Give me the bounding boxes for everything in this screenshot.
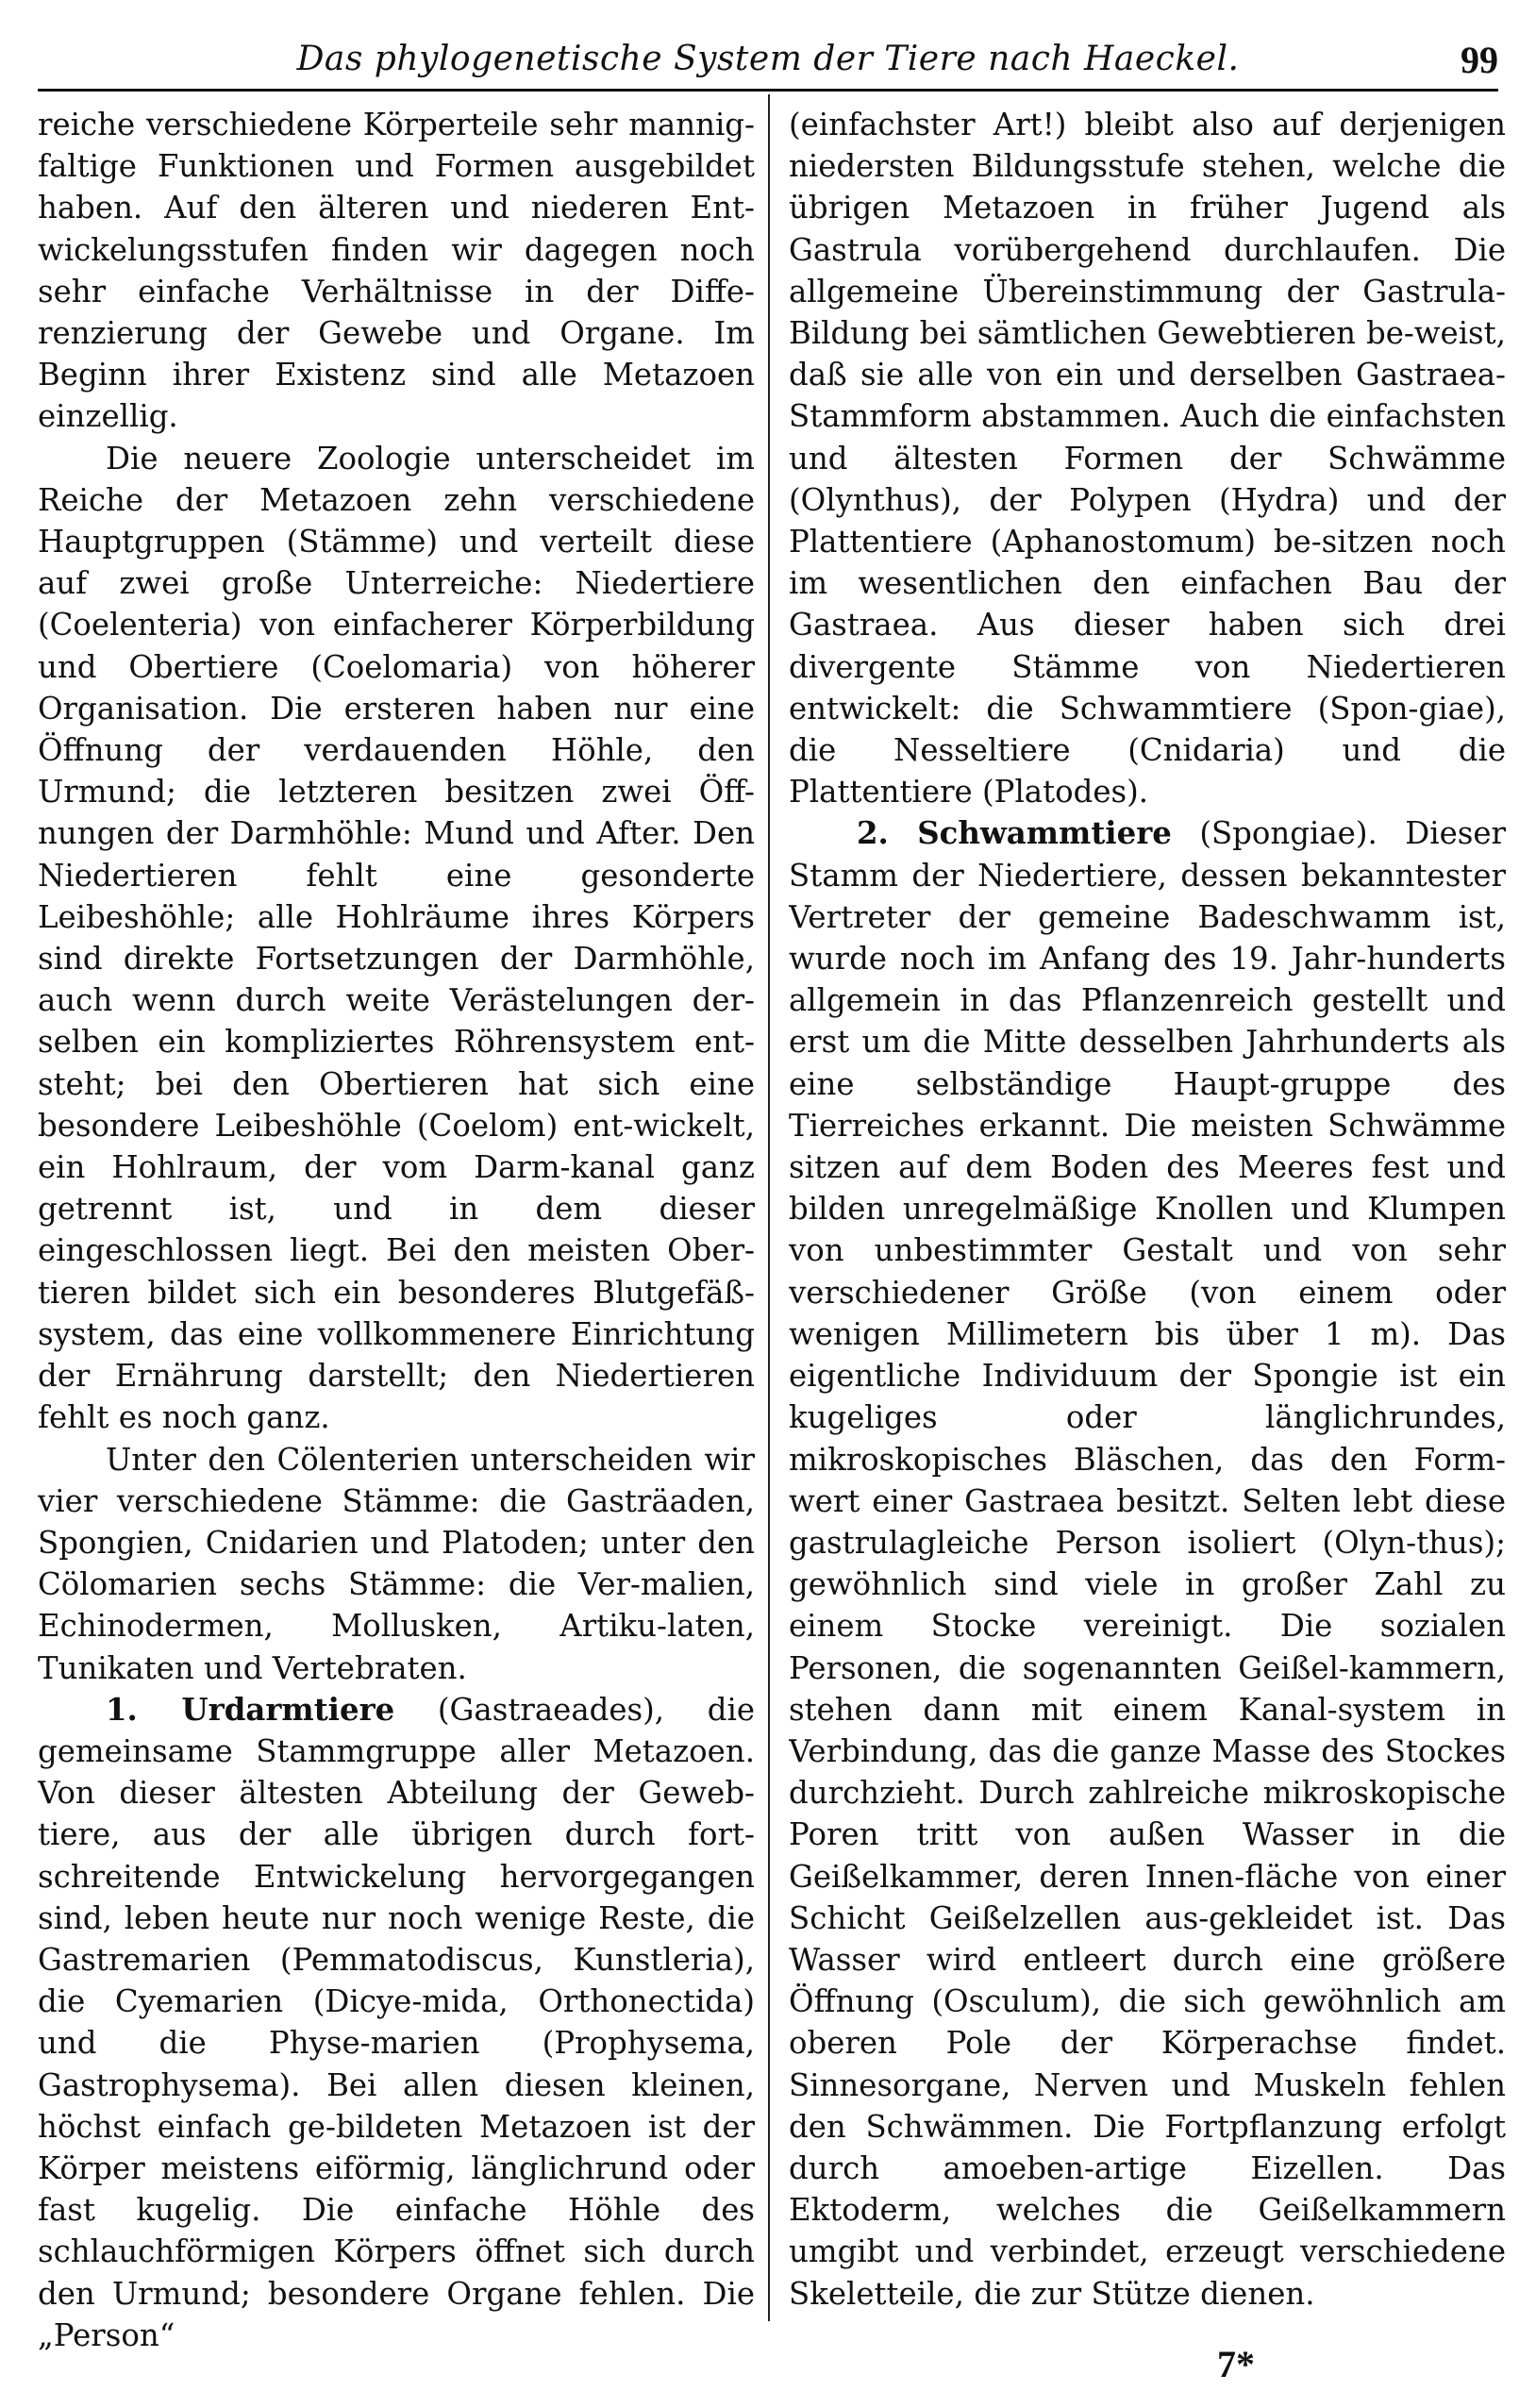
left-column: [38, 104, 755, 2368]
paragraph: reiche verschiedene Körperteile sehr mannig-faltige Funktionen und Formen ausgebildet haben. Auf den älteren und niederen Ent-wickelungsstufen finden wir dagegen noch sehr einfache Verhältnisse in der Diffe-renzierung der Gewebe und Organe. Im Beginn ihrer Existenz sind alle Metazoen einzellig.: [38, 107, 755, 435]
running-title: Das phylogenetische System der Tiere nach Haeckel.: [296, 40, 1240, 78]
paragraph: Die neuere Zoologie unterscheidet im Reiche der Metazoen zehn verschiedene Hauptgruppen (Stämme) und verteilt diese auf zwei große Unterreiche: Niedertiere (Coelenteria) von einfacherer Körperbildung und Obertiere (Coelomaria) von höherer Organisation. Die ersteren haben nur eine Öffnung der verdauenden Höhle, den Urmund; die letzteren besitzen zwei Öff-nungen der Darmhöhle: Mund und After. Den Niedertieren fehlt eine gesonderte Leibeshöhle; alle Hohlräume ihres Körpers sind direkte Fortsetzungen der Darmhöhle, auch wenn durch weite Verästelungen der-selben ein kompliziertes Röhrensystem ent-steht; bei den Obertieren hat sich eine besondere Leibeshöhle (Coelom) ent-wickelt, ein Hohlraum, der vom Darm-kanal ganz getrennt ist, und in dem dieser eingeschlossen liegt. Bei den meisten Ober-tieren bildet sich ein besonderes Blutgefäß-system, das eine vollkommenere Einrichtung der Ernährung darstellt; den Niedertieren fehlt es noch ganz.: [38, 440, 755, 1436]
paragraph: (einfachster Art!) bleibt also auf derjenigen niedersten Bildungsstufe stehen, welche die übrigen Metazoen in früher Jugend als Gastrula vorübergehend durchlaufen. Die allgemeine Übereinstimmung der Gastrula-Bildung bei sämtlichen Gewebtieren be-weist, daß sie alle von ein und derselben Gastraea-Stammform abstammen. Auch die einfachsten und ältesten Formen der Schwämme (Olynthus), der Polypen (Hydra) und der Plattentiere (Aphanostomum) be-sitzen noch im wesentlichen den einfachen Bau der Gastraea. Aus dieser haben sich drei divergente Stämme von Niedertieren entwickelt: die Schwammtiere (Spon-giae), die Nesseltiere (Cnidaria) und die Plattentiere (Platodes).: [789, 107, 1506, 811]
section-heading: 1. Urdarmtiere: [106, 1691, 395, 1728]
section-text: (Gastraeades), die gemeinsame Stammgruppe aller Metazoen. Von dieser ältesten Abteilung der Geweb-tiere, aus der alle übrigen durch fort-schreitende Entwickelung hervorgegangen sind, leben heute nur noch wenige Reste, die Gastremarien (Pemmatodiscus, Kunstleria), die Cyemarien (Dicye-mida, Orthonectida) und die Physe-marien (Prophysema, Gastrophysema). Bei allen diesen kleinen, höchst einfach ge-bildeten Metazoen ist der Körper meistens eiförmig, länglichrund oder fast kugelig. Die einfache Höhle des schlauchförmigen Körpers öffnet sich durch den Urmund; besondere Organe fehlen. Die „Person“: [38, 1691, 755, 2353]
right-column: [789, 104, 1506, 2368]
section-heading: 2. Schwammtiere: [857, 815, 1172, 852]
running-header: [38, 36, 1498, 92]
paragraph: Unter den Cölenterien unterscheiden wir vier verschiedene Stämme: die Gasträaden, Spongien, Cnidarien und Platoden; unter den Cölomarien sechs Stämme: die Ver-malien, Echinodermen, Mollusken, Artiku-laten, Tunikaten und Vertebraten.: [38, 1441, 755, 1686]
section-paragraph: [789, 812, 1506, 2314]
section-text: (Spongiae). Dieser Stamm der Niedertiere, dessen bekanntester Vertreter der gemeine Badeschwamm ist, wurde noch im Anfang des 19. Jahr-hunderts allgemein in das Pflanzenreich gestellt und erst um die Mitte desselben Jahrhunderts als eine selbständige Haupt-gruppe des Tierreiches erkannt. Die meisten Schwämme sitzen auf dem Boden des Meeres fest und bilden unregelmäßige Knollen und Klumpen von unbestimmter Gestalt und von sehr verschiedener Größe (von einem oder wenigen Millimetern bis über 1 m). Das eigentliche Individuum der Spongie ist ein kugeliges oder länglichrundes, mikroskopisches Bläschen, das den Form-wert einer Gastraea besitzt. Selten lebt diese gastrulagleiche Person isoliert (Olyn-thus); gewöhnlich sind viele in großer Zahl zu einem Stocke vereinigt. Die sozialen Personen, die sogenannten Geißel-kammern, stehen dann mit einem Kanal-system in Verbindung, das die ganze Masse des Stockes durchzieht. Durch zahlreiche mikroskopische Poren tritt von außen Wasser in die Geißelkammer, deren Innen-fläche von einer Schicht Geißelzellen aus-gekleidet ist. Das Wasser wird entleert durch eine größere Öffnung (Osculum), die sich gewöhnlich am oberen Pole der Körperachse findet. Sinnesorgane, Nerven und Muskeln fehlen den Schwämmen. Die Fortpflanzung erfolgt durch amoeben-artige Eizellen. Das Ektoderm, welches die Geißelkammern umgibt und verbindet, erzeugt verschiedene Skeletteile, die zur Stütze dienen.: [789, 815, 1506, 2312]
page-number: 99: [1461, 39, 1498, 81]
section-paragraph: [38, 1689, 755, 2356]
signature-mark: 7*: [1217, 2343, 1255, 2385]
column-divider: [768, 94, 770, 2321]
